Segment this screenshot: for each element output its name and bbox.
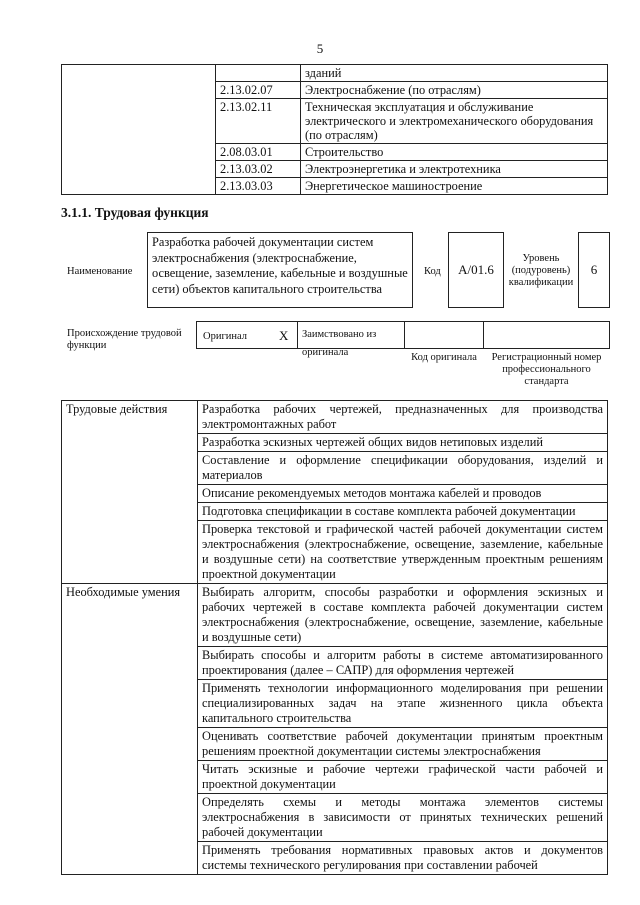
group-label: Необходимые умения — [62, 584, 198, 875]
code-cell — [216, 65, 301, 82]
text-cell: Электроснабжение (по отраслям) — [301, 82, 608, 99]
main-table — [61, 400, 608, 875]
borrowed-cell — [297, 321, 405, 358]
level-label: Уровень (подуровень) квалификации — [508, 253, 574, 288]
code-label: Код — [424, 266, 441, 277]
table-cell: Подготовка спецификации в составе комплекта рабочей документации — [198, 503, 608, 521]
table-cell: Выбирать алгоритм, способы разработки и оформления эскизных и рабочих чертежей в составе комплекта рабочей документации систем электроснабжения (электроснабжение, освещение, заземление, кабельные и воздушные сети) — [198, 584, 608, 647]
section-heading: 3.1.1. Трудовая функция — [61, 205, 209, 220]
function-name-box: Разработка рабочей документации систем электроснабжения (электроснабжение, освещение, заземление, кабельные и воздушные сети) объектов капитального строительства — [147, 232, 413, 308]
name-label: Наименование — [67, 266, 133, 277]
code-cell: 2.13.03.02 — [216, 161, 301, 178]
text-cell: Энергетическое машиностроение — [301, 178, 608, 195]
text-cell: зданий — [301, 65, 608, 82]
table-cell: Разработка эскизных чертежей общих видов нетиповых изделий — [198, 434, 608, 452]
table-cell: Определять схемы и методы монтажа элементов системы электроснабжения в зависимости от принятых технических решений рабочей документации — [198, 794, 608, 842]
original-cell — [196, 321, 298, 349]
text-cell: Электроэнергетика и электротехника — [301, 161, 608, 178]
text-cell: Строительство — [301, 144, 608, 161]
table-cell: Проверка текстовой и графической частей рабочей документации систем электроснабжения (электроснабжение, освещение, заземление, кабельные и воздушные сети) на соответствие утвержденным проектным решениям проектной документации — [198, 521, 608, 584]
text-cell: Техническая эксплуатация и обслуживание электрического и электромеханического оборудования (по отраслям) — [301, 99, 608, 144]
table-cell: Оценивать соответствие рабочей документации принятым проектным решениям проектной документации системы электроснабжения — [198, 728, 608, 761]
table-cell: Разработка рабочих чертежей, предназначенных для производства электромонтажных работ — [198, 401, 608, 434]
table-cell: Читать эскизные и рабочие чертежи графической части рабочей и проектной документации — [198, 761, 608, 794]
origin-label: Происхождение трудовой функции — [67, 328, 182, 351]
function-code-box: A/01.6 — [448, 232, 504, 308]
table-cell: Применять требования нормативных правовых актов и документов системы технического регулирования при составлении рабочей — [198, 842, 608, 875]
empty-cell — [62, 65, 216, 195]
reg-number-caption: Регистрационный номер профессионального стандарта — [491, 352, 602, 387]
table-row — [62, 65, 608, 82]
table-row — [62, 584, 608, 647]
table-cell: Описание рекомендуемых методов монтажа кабелей и проводов — [198, 485, 608, 503]
original-mark: X — [279, 328, 289, 343]
table-cell: Применять технологии информационного моделирования при решении специализированных задач на этапе жизненного цикла объекта капитального строительства — [198, 680, 608, 728]
code-cell: 2.08.03.01 — [216, 144, 301, 161]
original-label: Оригинал — [203, 331, 247, 342]
code-cell: 2.13.03.03 — [216, 178, 301, 195]
code-original-caption: Код оригинала — [411, 352, 477, 363]
level-value-box: 6 — [578, 232, 610, 308]
reg-number-cell — [483, 321, 610, 349]
table-row — [62, 401, 608, 434]
code-cell: 2.13.02.11 — [216, 99, 301, 144]
code-cell: 2.13.02.07 — [216, 82, 301, 99]
borrowed-label: Заимствовано из оригинала — [302, 329, 377, 358]
code-original-cell — [404, 321, 484, 349]
table-cell: Выбирать способы и алгоритм работы в системе автоматизированного проектирования (далее – САПР) для оформления чертежей — [198, 647, 608, 680]
education-codes-table — [61, 64, 608, 195]
table-cell: Составление и оформление спецификации оборудования, изделий и материалов — [198, 452, 608, 485]
group-label: Трудовые действия — [62, 401, 198, 584]
page-number: 5 — [316, 41, 324, 56]
